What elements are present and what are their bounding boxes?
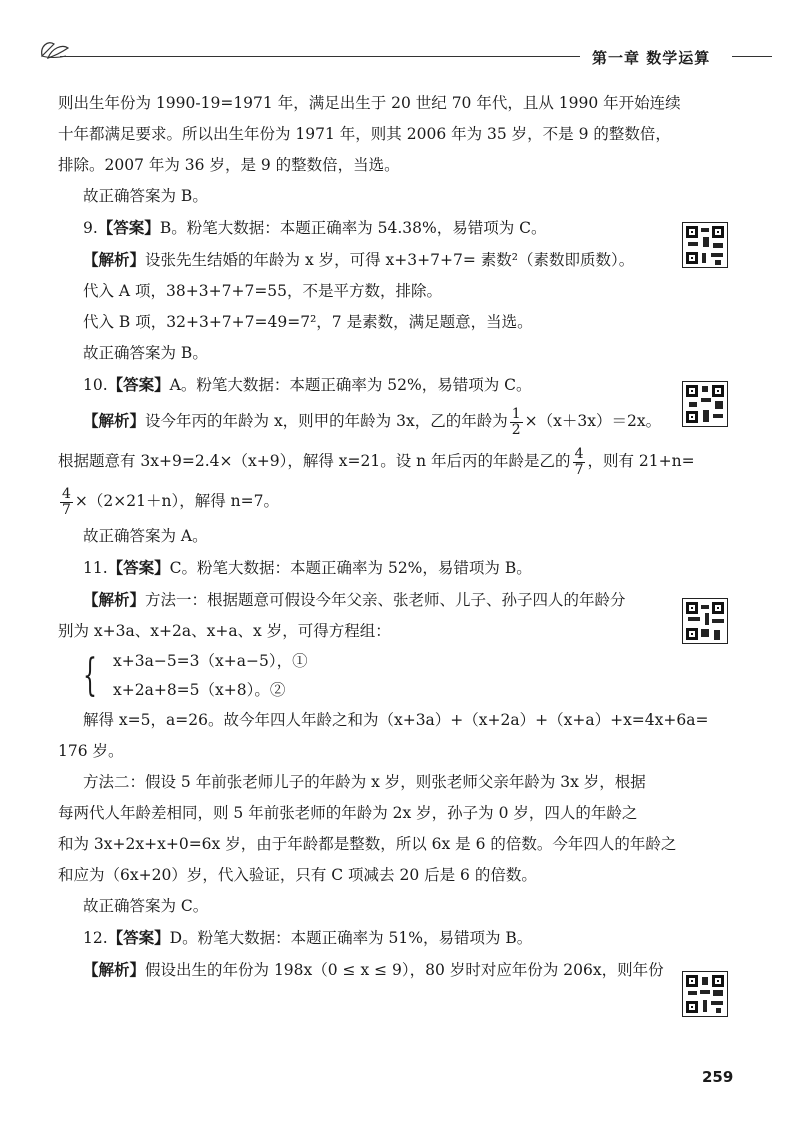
equation-system [58, 647, 676, 705]
conclusion-line: 故正确答案为 C。 [83, 897, 209, 915]
analysis-tag: 【解析】 [83, 590, 146, 609]
chapter-title: 第一章 数学运算 [592, 49, 711, 67]
conclusion-line: 故正确答案为 A。 [83, 527, 208, 545]
text-line: 则出生年份为 1990-19=1971 年，满足出生于 20 世纪 70 年代，且从 1990 年开始连续 [58, 94, 681, 112]
fraction-denominator: 2 [511, 421, 521, 438]
q10-analysis-text: ×（x＋3x）＝2x。 [524, 412, 662, 430]
q9-number: 9. [83, 219, 98, 237]
q9-analysis-line [58, 244, 676, 276]
text-line: 代入 B 项，32+3+7+7=49=7²，7 是素数，满足题意，当选。 [83, 313, 533, 331]
equation-2: x+2a+8=5（x+8）。② [113, 681, 286, 699]
text-line: 和为 3x+2x+x+0=6x 岁，由于年龄都是整数，所以 6x 是 6 的倍数。今年四人的年龄之 [58, 835, 677, 853]
q12-number: 12. [83, 929, 108, 947]
fraction-denominator: 7 [62, 501, 71, 518]
answer-tag: 【答案】 [107, 375, 170, 394]
conclusion-line: 故正确答案为 B。 [83, 344, 208, 362]
q12-answer-text: D。粉笔大数据：本题正确率为 51%，易错项为 B。 [169, 929, 533, 947]
q11-answer-line [58, 552, 676, 584]
fraction-denominator: 7 [574, 461, 584, 478]
q12-analysis-line [58, 954, 676, 986]
q10-answer-line [58, 369, 676, 401]
text-line [58, 441, 695, 481]
analysis-tag: 【解析】 [83, 411, 146, 430]
text-line [58, 481, 676, 521]
page-body [58, 88, 709, 986]
brace-icon: { [83, 650, 97, 701]
fraction-numerator: 4 [62, 485, 71, 502]
fraction [510, 407, 523, 438]
text-line: 代入 A 项，38+3+7+7=55，不是平方数，排除。 [83, 282, 443, 300]
qr-code-icon[interactable] [682, 222, 728, 268]
equation-1: x+3a−5=3（x+a−5），① [113, 652, 308, 670]
text-line: 176 岁。 [58, 742, 124, 760]
leaf-ornament-icon [38, 36, 72, 62]
text-segment: ，则有 21+n= [587, 452, 695, 470]
analysis-tag: 【解析】 [83, 960, 146, 979]
fraction-numerator: 1 [511, 405, 521, 422]
page-number: 259 [702, 1068, 734, 1086]
text-line: 排除。2007 年为 36 岁，是 9 的整数倍，当选。 [58, 156, 400, 174]
q9-answer-text: B。粉笔大数据：本题正确率为 54.38%，易错项为 C。 [159, 219, 547, 237]
qr-code-icon[interactable] [682, 971, 728, 1017]
header-rule-left [60, 56, 580, 57]
q11-answer-text: C。粉笔大数据：本题正确率为 52%，易错项为 B。 [169, 559, 532, 577]
fraction [573, 447, 586, 478]
text-line: 别为 x+3a、x+2a、x+a、x 岁，可得方程组： [58, 622, 391, 640]
text-line: 和应为（6x+20）岁，代入验证，只有 C 项减去 20 后是 6 的倍数。 [58, 866, 537, 884]
q10-analysis-line [58, 401, 676, 441]
q10-analysis-text: 设今年丙的年龄为 x，则甲的年龄为 3x，乙的年龄为 [145, 412, 508, 430]
text-segment: ×（2×21＋n），解得 n=7。 [74, 492, 279, 510]
fraction [60, 487, 73, 518]
q12-analysis-text: 假设出生的年份为 198x（0 ≤ x ≤ 9），80 岁时对应年份为 206x，则年份 [145, 961, 664, 979]
text-line: 解得 x=5，a=26。故今年四人年龄之和为（x+3a）+（x+2a）+（x+a）+x=4x+6a= [83, 711, 709, 729]
q9-analysis-text: 设张先生结婚的年龄为 x 岁，可得 x+3+7+7= 素数²（素数即质数）。 [145, 251, 635, 269]
q10-number: 10. [83, 376, 108, 394]
text-line: 方法二：假设 5 年前张老师儿子的年龄为 x 岁，则张老师父亲年龄为 3x 岁，根据 [83, 773, 646, 791]
text-segment: 根据题意有 3x+9=2.4×（x+9），解得 x=21。设 n 年后丙的年龄是乙的 [58, 452, 571, 470]
q11-number: 11. [83, 559, 108, 577]
conclusion-line: 故正确答案为 B。 [83, 187, 208, 205]
answer-tag: 【答案】 [107, 928, 170, 947]
text-line: 十年都满足要求。所以出生年份为 1971 年，则其 2006 年为 35 岁，不是 9 的整数倍， [58, 125, 671, 143]
q11-analysis-text: 方法一：根据题意可假设今年父亲、张老师、儿子、孙子四人的年龄分 [145, 591, 626, 609]
qr-code-icon[interactable] [682, 381, 728, 427]
q12-answer-line [58, 922, 676, 954]
fraction-numerator: 4 [574, 445, 584, 462]
answer-tag: 【答案】 [107, 558, 170, 577]
q11-analysis-line [58, 584, 676, 616]
header-rule-right [732, 56, 772, 57]
analysis-tag: 【解析】 [83, 250, 146, 269]
answer-tag: 【答案】 [97, 218, 160, 237]
q9-answer-line [58, 212, 676, 244]
qr-code-icon[interactable] [682, 598, 728, 644]
text-line: 每两代人年龄差相同，则 5 年前张老师的年龄为 2x 岁，孙子为 0 岁，四人的年龄之 [58, 804, 638, 822]
q10-answer-text: A。粉笔大数据：本题正确率为 52%，易错项为 C。 [169, 376, 532, 394]
